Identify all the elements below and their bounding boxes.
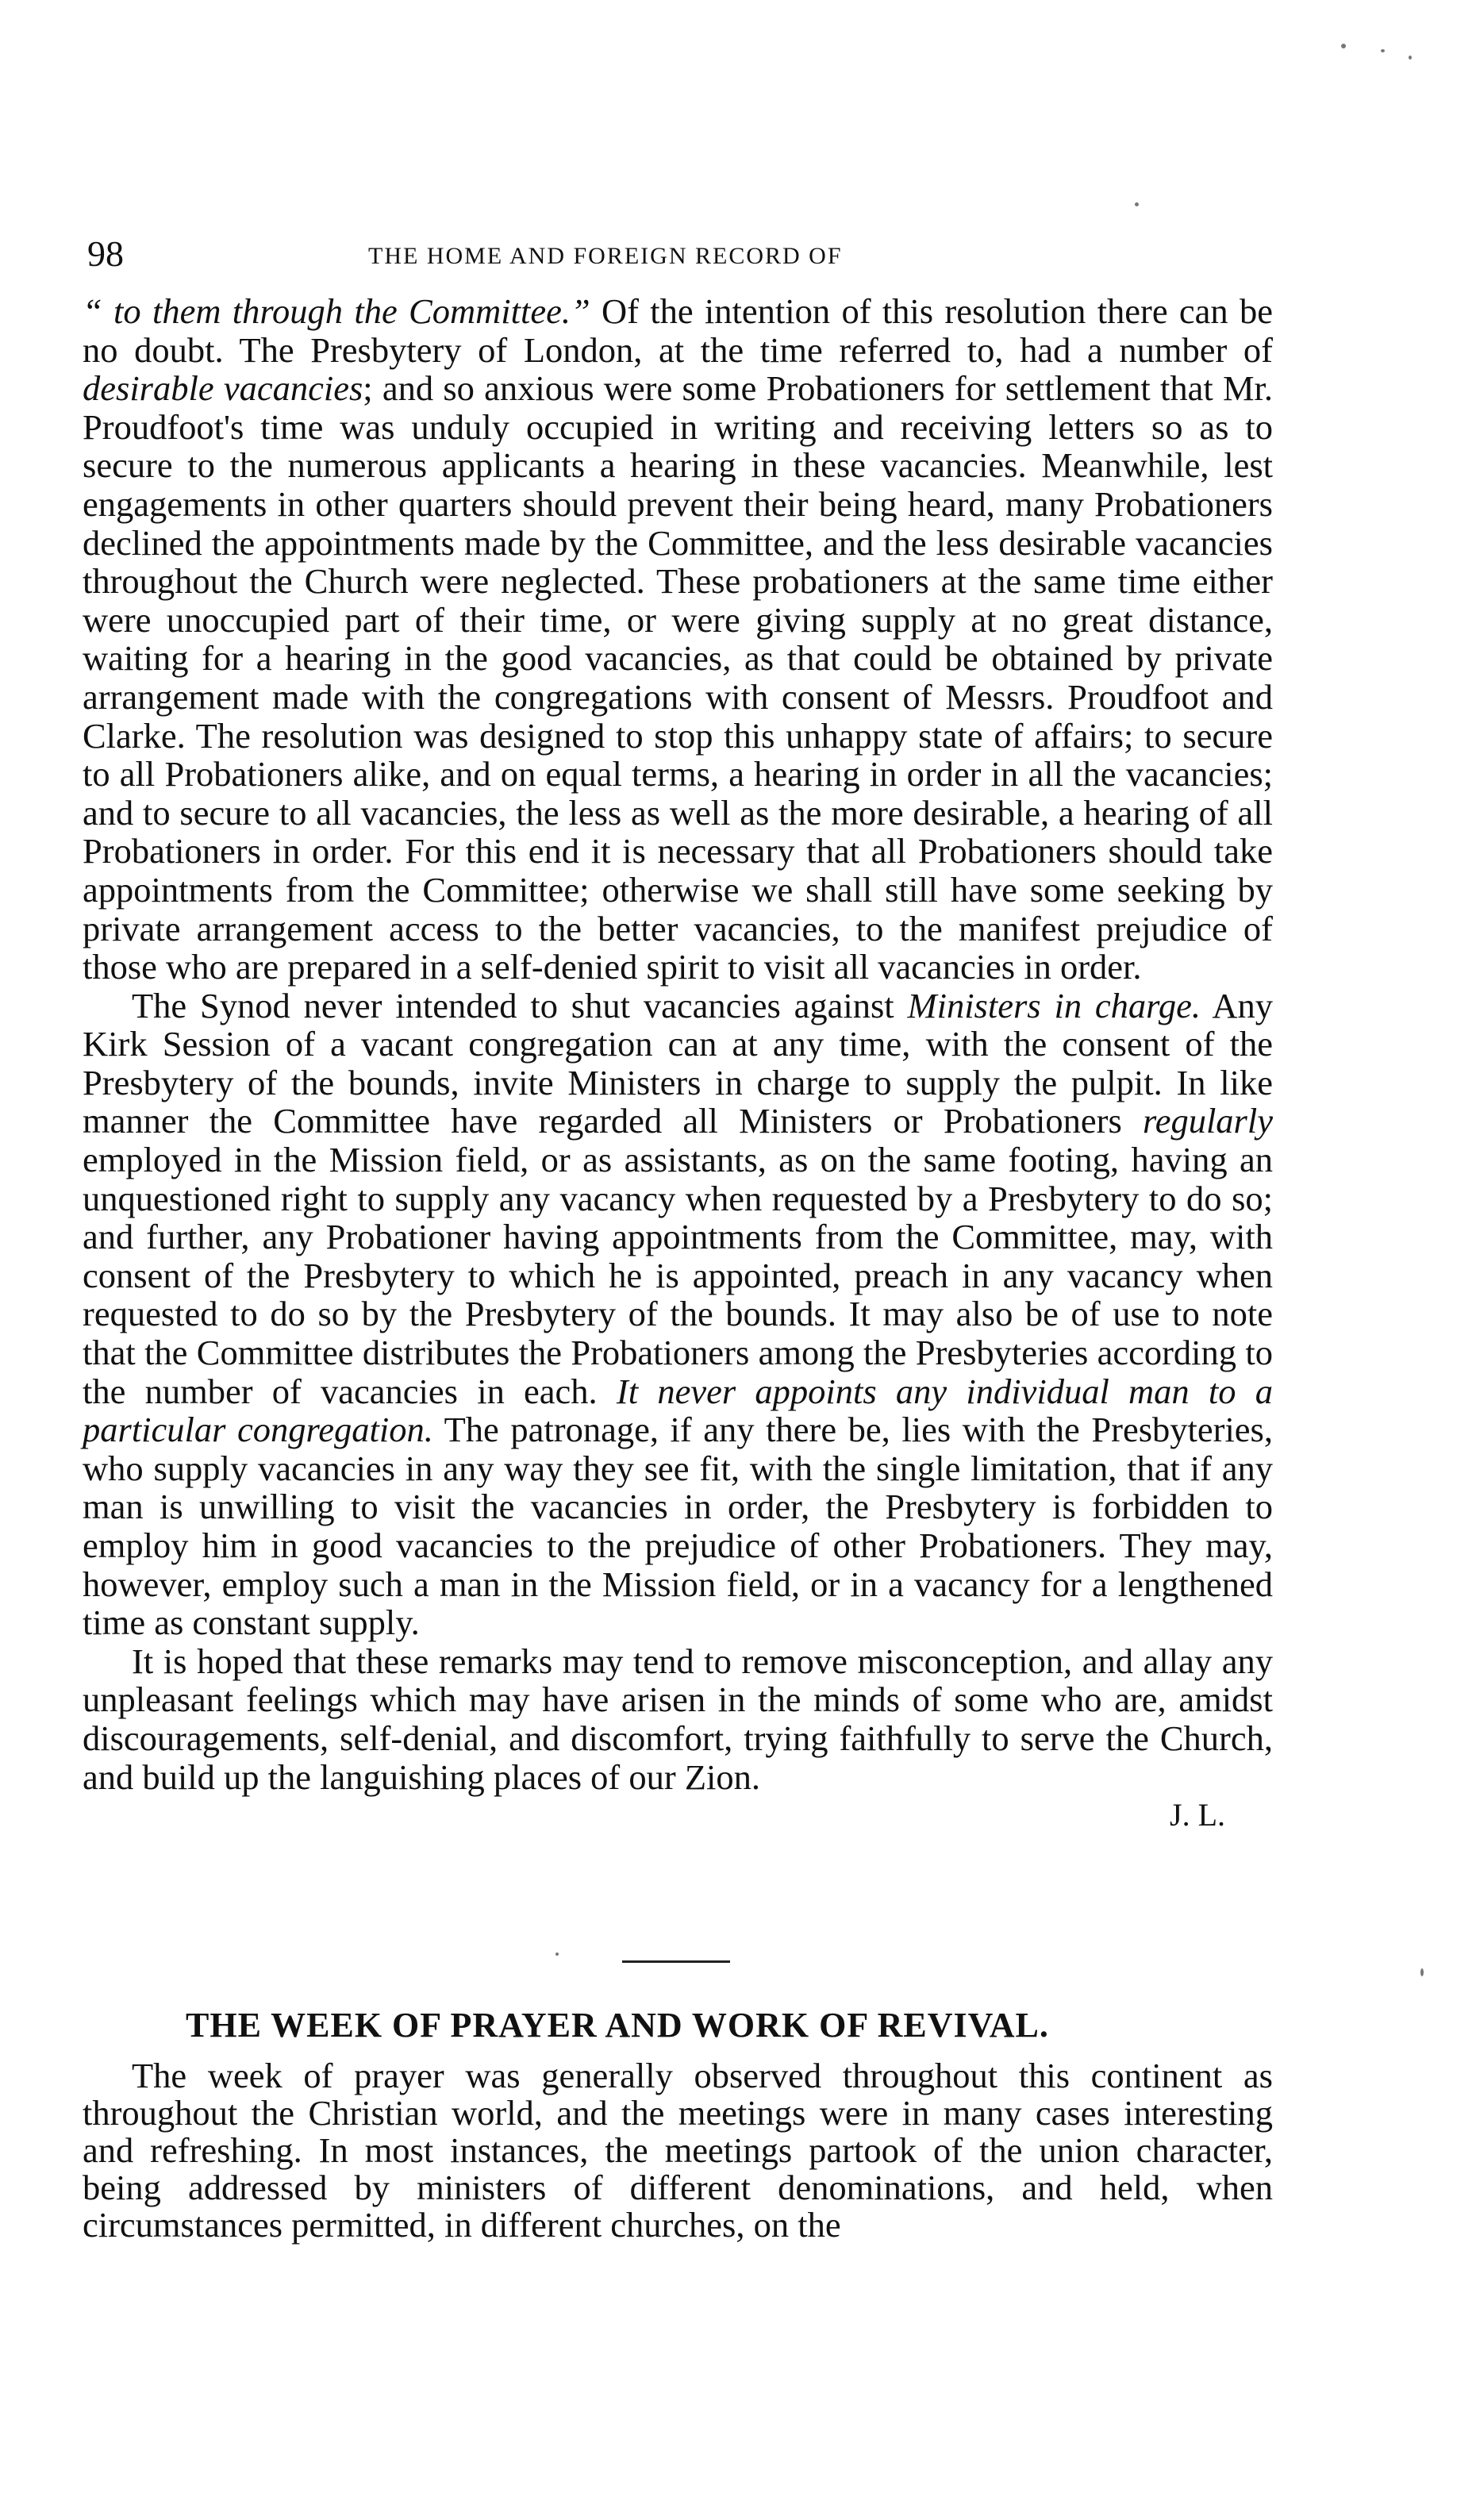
section-divider (622, 1960, 730, 1963)
page (83, 0, 1273, 2520)
italic-text: Ministers in charge. (907, 985, 1201, 1025)
running-head-title: THE HOME AND FOREIGN RECORD OF (368, 243, 843, 269)
italic-text: “ to them through the Committee.” (83, 291, 590, 331)
italic-text: regularly (1143, 1101, 1273, 1141)
scan-speck (1135, 202, 1139, 206)
signature: J. L. (1170, 1797, 1225, 1833)
section-title: THE WEEK OF PRAYER AND WORK OF REVIVAL. (186, 2006, 1049, 2045)
text-run: employed in the Mission field, or as assistants, as on the same footing, having an unquestioned right to supply any vacancy when requested by a Presbytery to do so; and further, any Probationer having appointments from the Committee, may, with consent of the Presbytery to which he is appointed, preach in any vacancy when requested to do so by the Presbytery of the bounds. It may also be of use to note that the Committee distributes the Probationers among the Presbyteries according to the number of vacancies in each. (83, 1140, 1273, 1411)
article-paragraph (83, 292, 1273, 987)
page-number: 98 (87, 233, 124, 274)
text-run: ; and so anxious were some Probationers for settlement that Mr. Proudfoot's time was unduly occupied in writing and receiving letters so as to secure to the numerous applicants a hearing in these vacancies. Meanwhile, lest engagements in other quarters should prevent their being heard, many Probationers declined the appointments made by the Committee, and the less desirable vacancies throughout the Church were neglected. These probationers at the same time either were unoccupied part of their time, or were giving supply at no great distance, waiting for a hearing in the good vacancies, as that could be obtained by private arrangement made with the congregations with consent of Messrs. Proudfoot and Clarke. The resolution was designed to stop this unhappy state of affairs; to secure to all Probationers alike, and on equal terms, a hearing in order in all the vacancies; and to secure to all vacancies, the less as well as the more desirable, a hearing of all Probationers in order. For this end it is necessary that all Probationers should take appointments from the Committee; otherwise we shall still have some seeking by private arrangement access to the better vacancies, to the manifest prejudice of those who are prepared in a self-denied spirit to visit all vacancies in order. (83, 368, 1273, 987)
scan-speck (1341, 44, 1346, 48)
text-run: It is hoped that these remarks may tend to remove misconception, and allay any unpleasant feelings which may have arisen in the minds of some who are, amidst discouragements, self-denial, and discomfort, trying faithfully to serve the Church, and build up the languishing places of our Zion. (83, 1641, 1273, 1797)
article-paragraphs (83, 292, 1273, 1796)
scan-speck (555, 1953, 559, 1956)
section-paragraphs (83, 2057, 1273, 2244)
text-run: Of the intention of this resolution there can be no doubt. The Presbytery of London, at the time referred to, had a number of (83, 291, 1273, 370)
text-run: Any Kirk Session of a vacant congregation can at any time, with the consent of the Presbytery of the bounds, invite Ministers in charge to supply the pulpit. In like manner the Committee have regarded all Ministers or Probationers (83, 985, 1274, 1141)
running-head (83, 230, 1273, 278)
text-run: The patronage, if any there be, lies with the Presbyteries, who supply vacancies in any way they see fit, with the single limitation, that if any man is unwilling to visit the vacancies in order, the Presbytery is forbidden to employ him in good vacancies to the prejudice of other Probationers. They may, however, employ such a man in the Mission field, or in a vacancy for a lengthened time as constant supply. (83, 1410, 1274, 1643)
text-run: The Synod never intended to shut vacancies against (132, 985, 908, 1025)
scan-speck (1381, 49, 1385, 52)
italic-text: It never appoints any individual man to a particular congregation. (83, 1371, 1273, 1450)
scan-speck (1420, 1968, 1424, 1976)
section-paragraph: The week of prayer was generally observed throughout this continent as throughout the Christian world, and the meetings were in many cases interesting and refreshing. In most instances, the meetings partook of the union character, being addressed by ministers of different denominations, and held, when circumstances permitted, in different churches, on the (83, 2056, 1273, 2245)
italic-text: desirable vacancies (83, 368, 363, 409)
article-body (83, 292, 1273, 1834)
section-body (83, 2057, 1273, 2244)
scan-speck (1409, 56, 1412, 60)
article-paragraph (83, 987, 1273, 1642)
article-paragraph (83, 1642, 1273, 1796)
